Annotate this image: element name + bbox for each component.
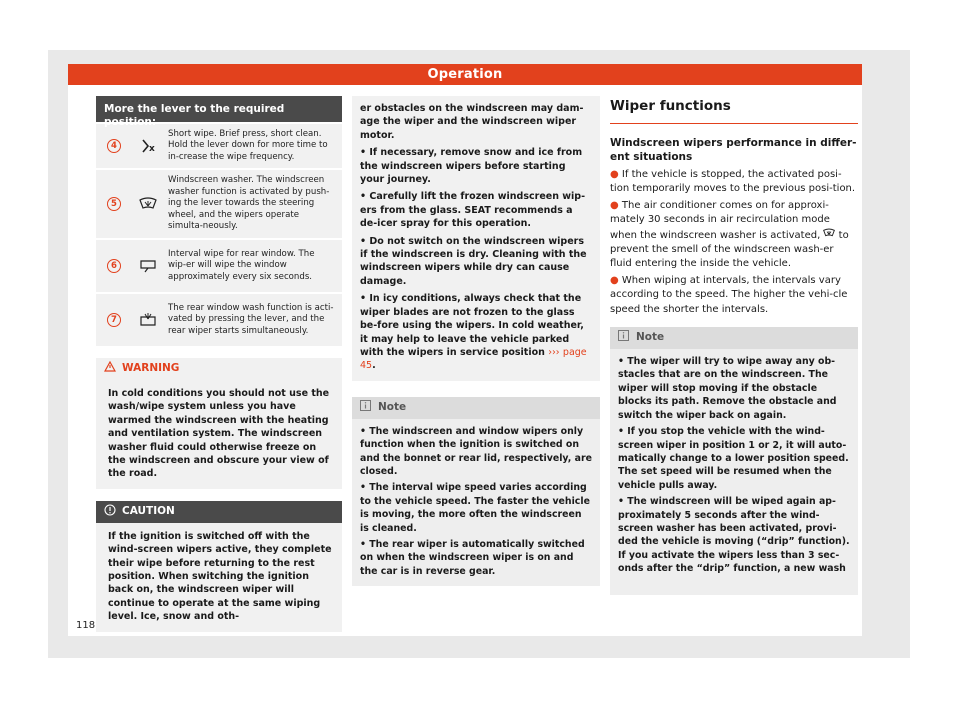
caution-icon: [104, 504, 116, 520]
list-item: • The windscreen will be wiped again ap-proximately 5 seconds after the wind-screen washer has been activated, provi-ded the vehicle is moving (“drip” function). If you activate the wipers less than 3 sec-onds after the “drip” function, a new wash: [618, 496, 850, 575]
subheading: Windscreen wipers performance in differ-ent situations: [610, 137, 857, 163]
note-label: Note: [378, 401, 407, 414]
row-number: 6: [107, 259, 121, 273]
rear-wiper-icon: [128, 259, 168, 273]
column-left: [96, 96, 342, 632]
row-description: Interval wipe for rear window. The wip-er will wipe the window approximately every six seconds.: [168, 248, 315, 282]
page-link-arrows[interactable]: ›››: [548, 346, 560, 358]
list-item: • Carefully lift the frozen windscreen wip-ers from the glass. SEAT recommends a de-icer spray for this operation.: [360, 191, 586, 230]
list-item: • The wiper will try to wipe away any ob-stacles that are on the windscreen. The wiper will stop moving if the obstacle blocks its path. Remove the obstacle and switch the wiper back on again.: [618, 356, 837, 421]
note-header: [352, 397, 600, 419]
row-number: 4: [107, 139, 121, 153]
windscreen-washer-icon: [128, 197, 168, 211]
list-item: ● When wiping at intervals, the intervals vary according to the speed. The higher the vehi-cle speed the shorter the intervals.: [610, 274, 848, 315]
page-link[interactable]: page 45: [360, 346, 587, 372]
note-label: Note: [636, 331, 665, 344]
table-row: [96, 292, 342, 346]
list-item: • In icy conditions, always check that the wiper blades are not frozen to the glass be-fore using the wipers. In cold weather, it may help to leave the vehicle parked with the wipers in service position ››› page 45.: [360, 293, 587, 372]
page-number: 118: [76, 620, 96, 631]
list-item: • If necessary, remove snow and ice from the windscreen wipers before starting your journey.: [360, 147, 583, 186]
column-middle: [352, 96, 600, 586]
note-header: [610, 327, 858, 349]
table-row: [96, 238, 342, 292]
caution-label: CAUTION: [122, 505, 175, 518]
single-wipe-icon: [128, 139, 168, 153]
caution-header: [96, 501, 342, 523]
caution-text: If the ignition is switched off with the wind-screen wipers active, they complete their wipe before returning to the rest position. When switching the ignition back on, the windscreen wiper will continue to operate at the same wiping level. Ice, snow and oth-: [108, 530, 332, 623]
note-box: [610, 327, 858, 595]
list-item: • If you stop the vehicle with the wind-screen wiper in position 1 or 2, it will auto-matically change to a lower position speed. The set speed will be resumed when the vehicle pulls away.: [618, 426, 849, 491]
list-item: ● The air conditioner comes on for approxi-mately 30 seconds in air recirculation mode when the windscreen washer is activated, to prevent the smell of the windscreen wash-er fluid entering the inside the vehicle.: [610, 199, 849, 270]
row-description: Short wipe. Brief press, short clean. Hold the lever down for more time to in-crease the wipe frequency.: [168, 128, 328, 162]
list-item: • The interval wipe speed varies according to the vehicle speed. The faster the vehicle is moving, the more often the windscreen is cleaned.: [360, 482, 590, 534]
warning-text: In cold conditions you should not use the wash/wipe system unless you have warmed the windscreen with the heating and ventilation system. The windscreen washer fluid could otherwise freeze on the windscreen and obscure your view of the road.: [108, 388, 330, 480]
caution-box: [96, 501, 342, 632]
column-right: [610, 96, 858, 595]
warning-box: [96, 358, 342, 489]
row-description: Windscreen washer. The windscreen washer function is activated by push-ing the lever towards the steering wheel, and the wipers operate simulta-neously.: [168, 175, 330, 232]
warning-label: WARNING: [122, 362, 180, 375]
row-number: 5: [107, 197, 121, 211]
row-number: 7: [107, 313, 121, 327]
list-item: • The rear wiper is automatically switched on when the windscreen wiper is on and the car is in reverse gear.: [360, 538, 585, 577]
info-icon: [360, 400, 371, 415]
list-item: • Do not switch on the windscreen wipers if the windscreen is dry. Cleaning with the windscreen wipers while dry can cause damage.: [360, 235, 587, 287]
info-icon: [618, 330, 629, 345]
list-item: • The windscreen and window wipers only function when the ignition is switched on and the bonnet or rear lid, respectively, are closed.: [360, 425, 592, 477]
section-header: Operation: [68, 64, 862, 85]
row-description: The rear window wash function is acti-vated by pressing the lever, and the rear wiper starts simultaneously.: [168, 302, 334, 336]
rear-washer-icon: [128, 313, 168, 327]
windscreen-washer-icon: [823, 230, 835, 241]
table-row: [96, 168, 342, 238]
table-heading: More the lever to the required position:: [96, 96, 342, 122]
svg-text:x: x: [149, 144, 155, 153]
lever-position-table: [96, 96, 342, 346]
warning-icon: [104, 361, 116, 376]
note-box: [352, 397, 600, 586]
list-item: ● If the vehicle is stopped, the activated posi-tion temporarily moves to the previous posi-tion.: [610, 169, 856, 195]
section-title: Wiper functions: [610, 96, 858, 124]
caution-continued: er obstacles on the windscreen may dam-age the wiper and the windscreen wiper motor.: [360, 103, 584, 141]
